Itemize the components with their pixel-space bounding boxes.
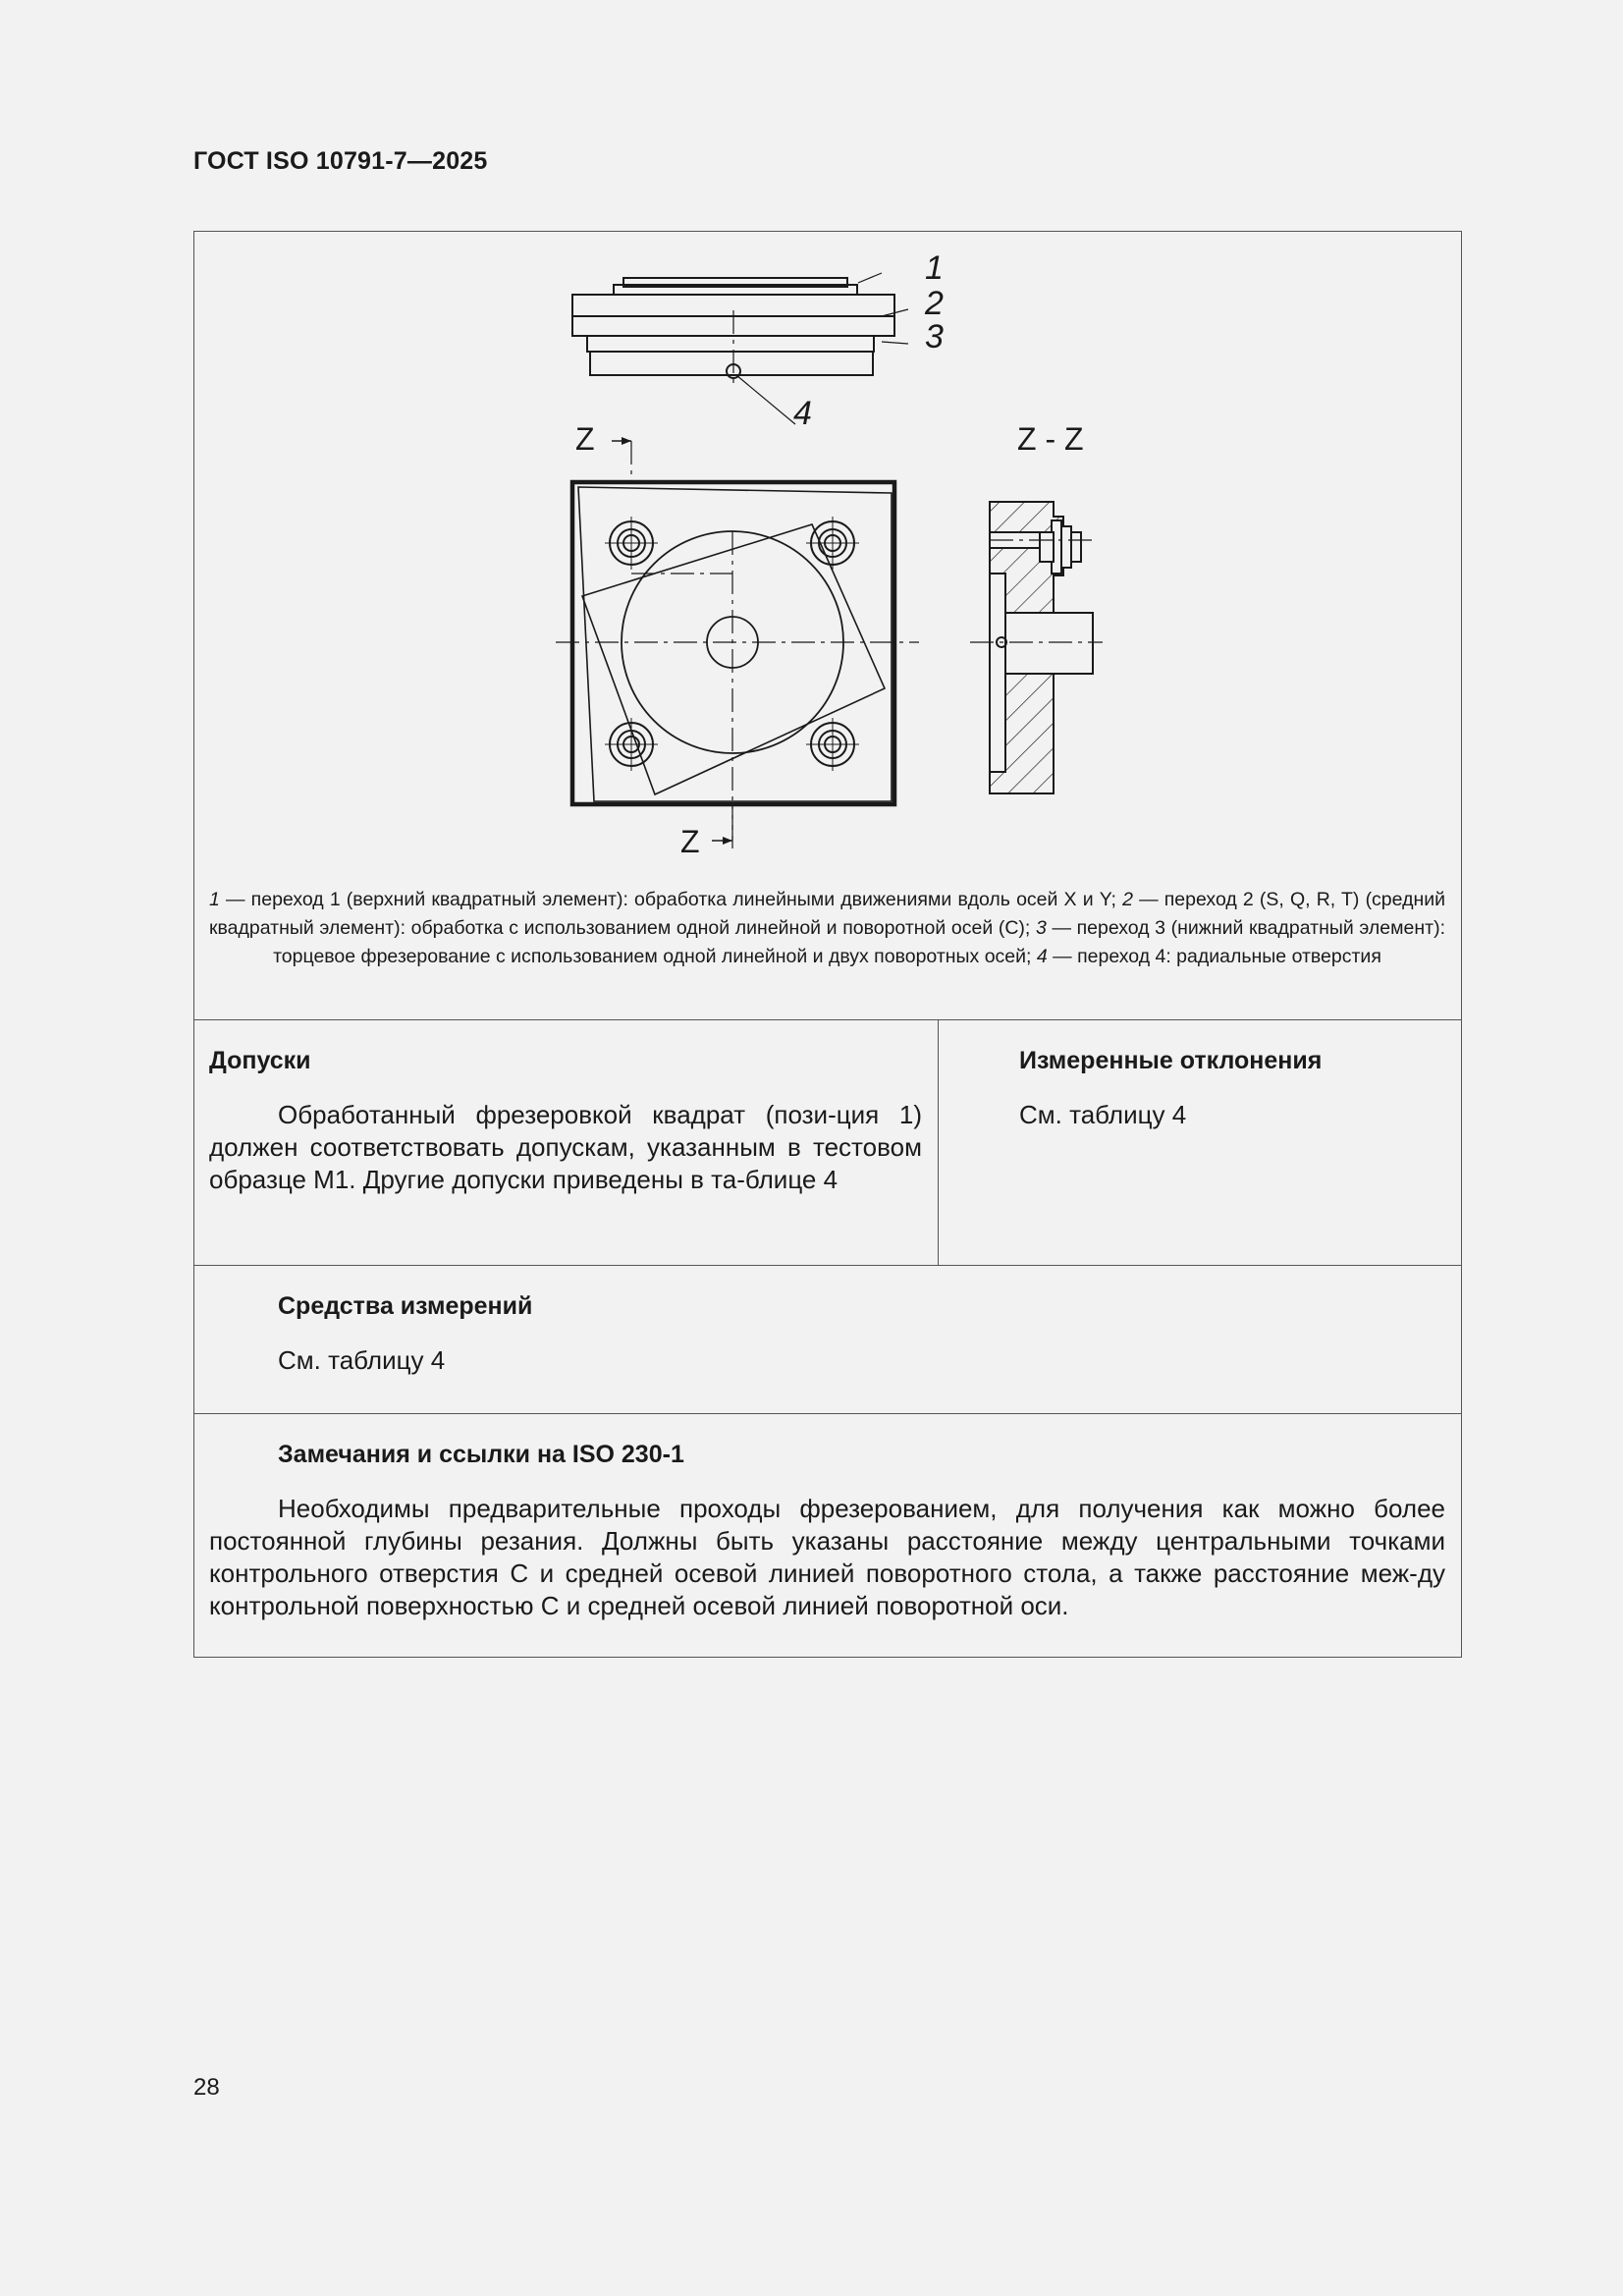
section-marker-top: Z [575,421,595,457]
section-marker-bottom: Z [680,824,700,859]
tolerances-heading: Допуски [209,1047,311,1074]
document-id-header: ГОСТ ISO 10791-7—2025 [193,147,488,175]
technical-drawing [194,232,1463,880]
plan-view [556,437,919,848]
measured-deviations-cell [939,1020,1463,1265]
tolerances-text: Обработанный фрезеровкой квадрат (пози-ция 1) должен соответствовать допускам, указанным в тестовом образце M1. Другие допуски приведены в та-блице 4 [209,1100,922,1194]
bolt-hole-top-left [605,517,658,570]
caption-num-1: 1 [209,889,220,910]
caption-text-3: — переход 3 (нижний квадратный элемент): торцевое фрезерование с использованием одной линейной и двух поворотных осей; [273,917,1446,967]
callout-2: 2 [925,285,944,322]
measuring-instruments-heading: Средства измерений [278,1292,533,1320]
figure-caption [209,886,1445,971]
bolt-hole-bottom-right [806,718,859,771]
caption-num-4: 4 [1036,946,1048,967]
side-view [572,273,908,424]
callout-4: 4 [793,395,812,432]
measuring-instruments-text: См. таблицу 4 [278,1345,446,1375]
measuring-instruments-row [194,1266,1461,1414]
callout-1: 1 [925,249,944,287]
figure-cell [194,232,1461,1020]
measured-deviations-text: См. таблицу 4 [1019,1100,1187,1129]
page-number: 28 [193,2074,220,2101]
bolt-hole-top-right [806,517,859,570]
notes-heading: Замечания и ссылки на ISO 230-1 [278,1441,684,1468]
caption-text-1: — переход 1 (верхний квадратный элемент): обработка линейными движениями вдоль осей X и Y; [219,889,1123,910]
tolerances-cell [194,1020,939,1265]
caption-num-2: 2 [1122,889,1133,910]
caption-text-2: — переход 2 (S, Q, R, T) (средний квадратный элемент): обработка с использованием одной линейной и поворотной осей (C); [209,889,1446,939]
notes-row [194,1414,1461,1659]
measured-deviations-heading: Измеренные отклонения [1019,1047,1323,1074]
notes-text: Необходимы предварительные проходы фрезерованием, для получения как можно более постоянной глубины резания. Должны быть указаны расстояние между центральными точками контрольного отверстия C и средней осевой линией поворотного стола, а также расстояние меж-ду контрольной поверхностью C и средней осевой линией поворотной оси. [209,1494,1445,1620]
test-specification-table [193,231,1462,1658]
section-view-zz [970,502,1103,793]
caption-text-4: — переход 4: радиальные отверстия [1047,946,1381,967]
section-view-title: Z - Z [1017,421,1084,457]
callout-3: 3 [925,318,944,355]
bolt-hole-bottom-left [605,718,658,771]
tolerances-row [194,1020,1461,1266]
caption-num-3: 3 [1035,917,1047,939]
